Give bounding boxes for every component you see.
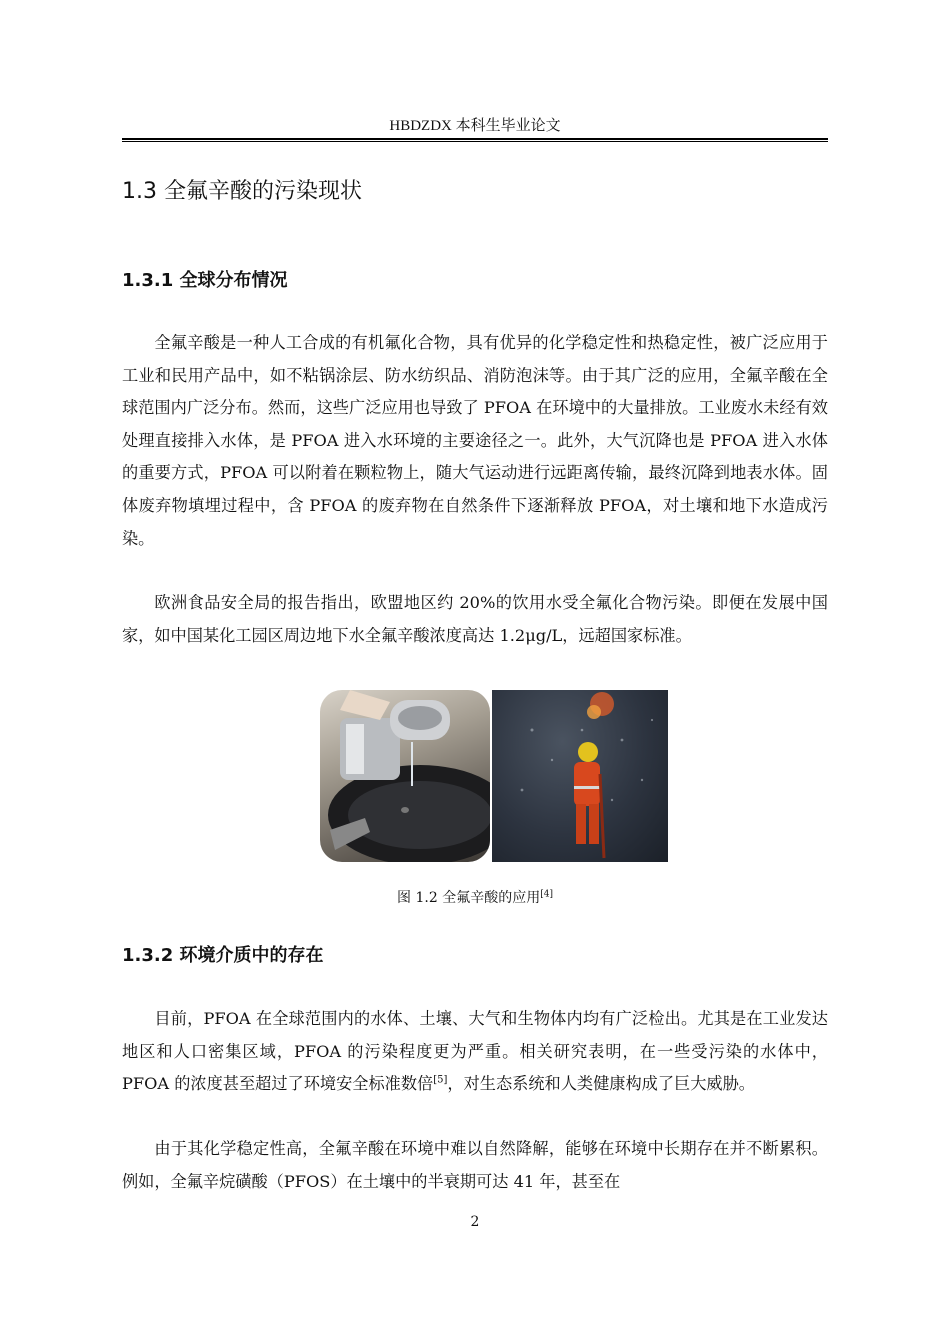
page-number: 2 [470,1214,480,1230]
subsection-title-2: 1.3.2 环境介质中的存在 [122,945,324,966]
paragraph-4: 由于其化学稳定性高，全氟辛酸在环境中难以自然降解，能够在环境中长期存在并不断累积。例如，全氟辛烷磺酸（PFOS）在土壤中的半衰期可达 41 年，甚至在 [122,1139,828,1191]
paragraph-3 [122,1003,828,1101]
figure-1-2 [320,690,668,862]
paragraph-3-text: 目前，PFOA 在全球范围内的水体、土壤、大气和生物体内均有广泛检出。尤其是在工业发达地区和人口密集区域，PFOA 的污染程度更为严重。相关研究表明，在一些受污染的水体中，PFOA 的浓度甚至超过了环境安全标准数倍 [122,1009,828,1094]
figure-caption-text: 图 1.2 全氟辛酸的应用 [397,890,541,906]
subsection-title-1: 1.3.1 全球分布情况 [122,270,288,291]
running-header: HBDZDX 本科生毕业论文 [389,118,561,134]
header-rule-thin [122,141,828,142]
non-stick-pan-photo [320,690,490,862]
citation-ref-5: [5] [433,1074,448,1086]
paragraph-2: 欧洲食品安全局的报告指出，欧盟地区约 20%的饮用水受全氟化合物污染。即便在发展中国家，如中国某化工园区周边地下水全氟辛酸浓度高达 1.2μg/L，远超国家标准。 [122,593,828,645]
paragraph-1: 全氟辛酸是一种人工合成的有机氟化合物，具有优异的化学稳定性和热稳定性，被广泛应用于工业和民用产品中，如不粘锅涂层、防水纺织品、消防泡沫等。由于其广泛的应用，全氟辛酸在全球范围内广泛分布。然而，这些广泛应用也导致了 PFOA 在环境中的大量排放。工业废水未经有效处理直接排入水体，是 PFOA 进入水环境的主要途径之一。此外，大气沉降也是 PFOA 进入水体的重要方式，PFOA 可以附着在颗粒物上，随大气运动进行远距离传输，最终沉降到地表水体。固体废弃物填埋过程中，含 PFOA 的废弃物在自然条件下逐渐释放 PFOA，对土壤和地下水造成污染。 [122,333,828,548]
figure-caption-ref: [4] [540,889,553,900]
header-rule [122,138,828,140]
paragraph-3-tail: ，对生态系统和人类健康构成了巨大威胁。 [447,1074,755,1094]
figure-caption [122,888,828,908]
firefighter-foam-photo [492,690,668,862]
section-title: 1.3 全氟辛酸的污染现状 [122,179,362,204]
